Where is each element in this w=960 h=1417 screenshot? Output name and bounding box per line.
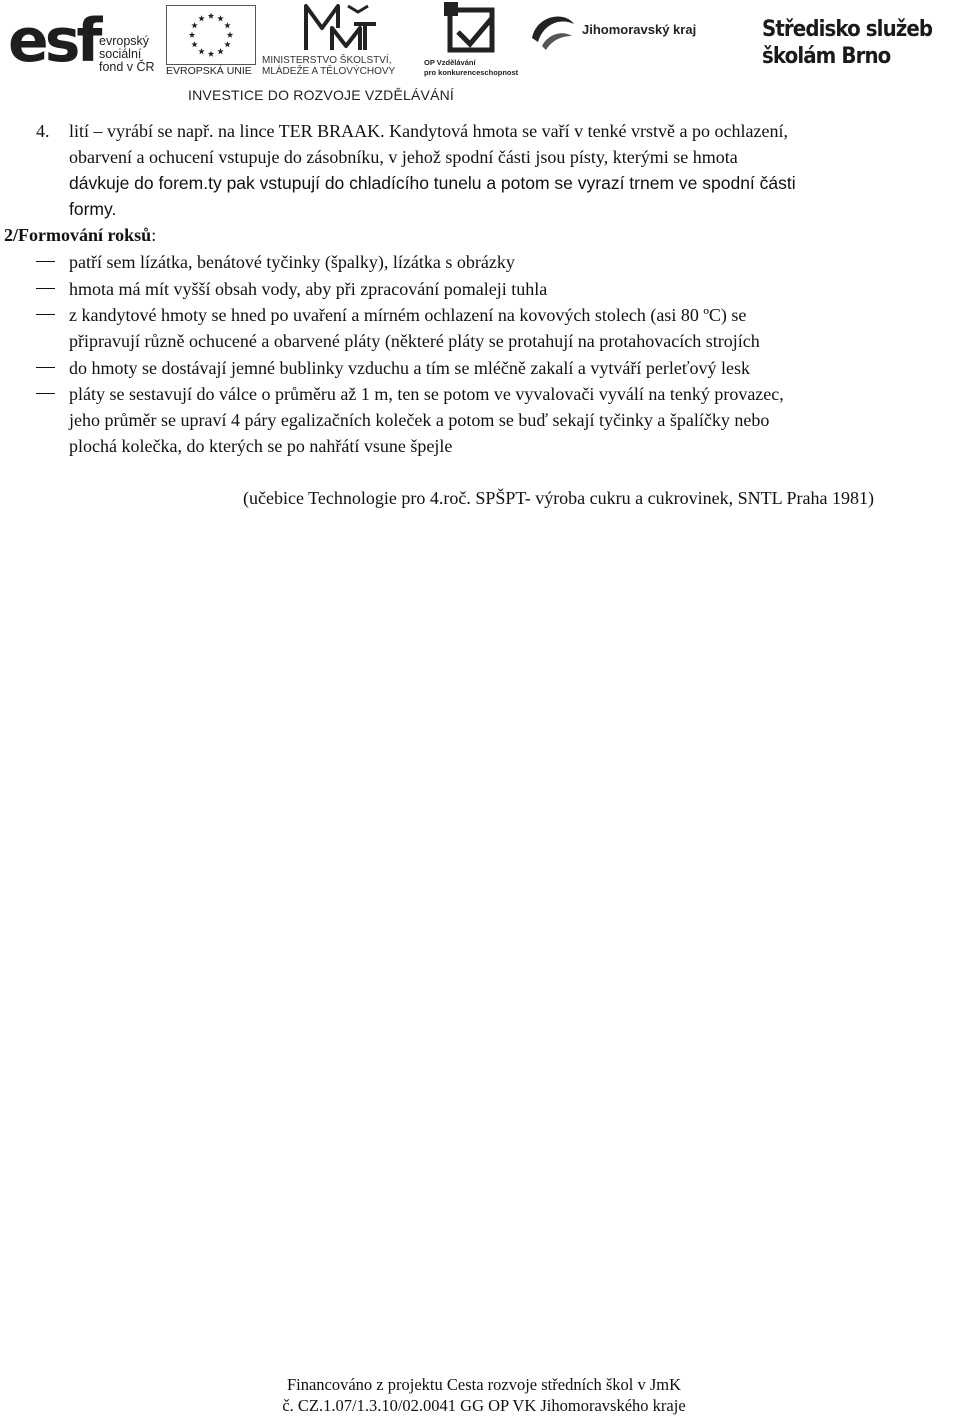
msmt-text [262,55,395,77]
esf-logo [8,5,160,77]
esf-text-line: fond v ČR [99,60,155,74]
list-item-line: do hmoty se dostávají jemné bublinky vzduchu a tím se mléčně zakalí a vytváří perleťový lesk [69,358,751,378]
bullet-dash [36,393,55,394]
op-logo [424,2,524,78]
list-item-line: patří sem lízátka, benátové tyčinky (špalky), lízátka s obrázky [69,252,515,272]
eu-star-icon [189,32,195,38]
region-logo [528,8,708,52]
list-item-line: hmota má mít vyšší obsah vody, aby při zpracování pomaleji tuhla [69,279,548,299]
source-citation: (učebice Technologie pro 4.roč. SPŠPT- výroba cukru a cukrovinek, SNTL Praha 1981) [243,488,874,508]
school-centre-line: Středisko služeb [762,17,933,42]
op-mark-icon [444,2,500,54]
section-4-line: formy. [69,199,117,219]
op-text [424,58,518,78]
bullet-dash [36,261,55,262]
bullet-dash [36,367,55,368]
eu-star-icon [198,15,204,21]
school-centre-line: školám Brno [762,44,891,69]
list-item-line: pláty se sestavují do válce o průměru až 1 m, ten se potom ve vyvalovači vyválí na tenký provazec, [69,384,784,404]
eu-star-icon [191,41,197,47]
section-2-heading-colon: : [151,225,157,245]
eu-star-icon [217,48,223,54]
msmt-text-line: MINISTERSTVO ŠKOLSTVÍ, [262,55,392,66]
region-swoosh-icon [528,8,578,52]
msmt-logo [262,2,422,78]
eu-flag-icon [166,5,256,65]
section-4-line: lití – vyrábí se např. na lince TER BRAAK. Kandytová hmota se vaří v tenké vrstvě a po ochlazení, [69,121,788,141]
section-4-line: dávkuje do forem.ty pak vstupují do chladícího tunelu a potom se vyrazí trnem ve spodní části [69,173,796,193]
school-centre-logo [762,16,933,80]
eu-star-icon [227,32,233,38]
eu-star-icon [191,22,197,28]
op-text-line: OP Vzdělávání [424,58,476,67]
list-item-line: jeho průměr se upraví 4 páry egalizačních koleček a potom se buď sekají tyčinky a špalíčky nebo [69,410,770,430]
msmt-mark-icon [302,2,380,52]
section-4-number: 4. [36,121,50,141]
section-4-line: obarvení a ochucení vstupuje do zásobníku, v jehož spodní části jsou písty, kterými se hmota [69,147,738,167]
list-item-line: plochá kolečka, do kterých se po nahřátí vsune špejle [69,436,453,456]
section-2-heading-title: 2/Formování roksů [4,225,152,245]
esf-logo-letters: esf [8,6,99,76]
eu-star-icon [224,41,230,47]
page-footer [0,1374,960,1416]
list-item-line: z kandytové hmoty se hned po uvaření a mírném ochlazení na kovových stolech (asi 80 ºC) se [69,305,747,325]
region-name: Jihomoravský kraj [582,22,697,37]
eu-logo [166,5,256,79]
esf-text-line: sociální [99,47,142,61]
footer-line: Financováno z projektu Cesta rozvoje středních škol v JmK [286,1375,682,1394]
esf-logo-text [99,35,155,74]
esf-text-line: evropský [99,34,150,48]
list-item-line: připravují různě ochucené a obarvené pláty (některé pláty se protahují na protahovacích strojích [69,331,760,351]
eu-star-icon [208,13,214,19]
bullet-dash [36,288,55,289]
investment-tagline: INVESTICE DO ROZVOJE VZDĚLÁVÁNÍ [188,87,455,103]
eu-star-icon [198,48,204,54]
logo-header [0,0,960,108]
eu-star-icon [217,15,223,21]
eu-star-icon [208,51,214,57]
msmt-text-line: MLÁDEŽE A TĚLOVÝCHOVY [262,66,396,77]
eu-star-icon [224,22,230,28]
op-text-line: pro konkurenceschopnost [424,68,519,77]
bullet-dash [36,314,55,315]
section-2-heading [4,222,156,248]
eu-caption: EVROPSKÁ UNIE [166,65,252,77]
footer-line: č. CZ.1.07/1.3.10/02.0041 GG OP VK Jihomoravského kraje [282,1396,686,1415]
